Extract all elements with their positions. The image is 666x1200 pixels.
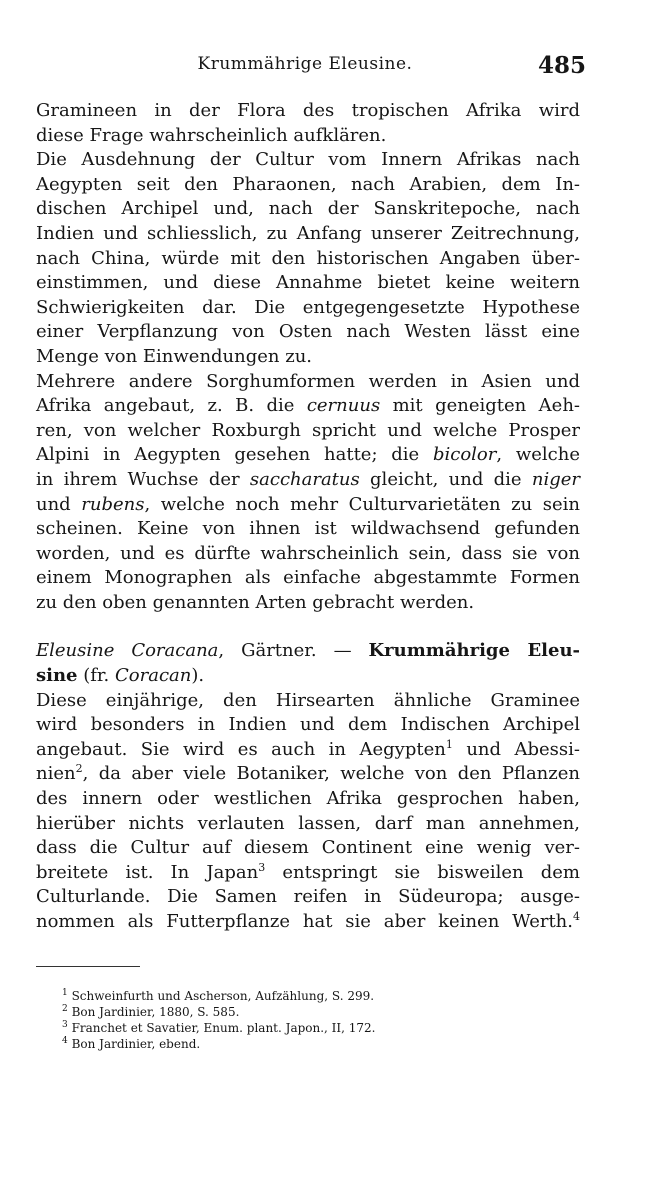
text-line: Aegypten seit den Pharaonen, nach Arabien, dem In- <box>36 173 580 195</box>
main-text <box>36 99 580 935</box>
text-line: Menge von Einwendungen zu. <box>36 345 313 367</box>
text-line: Schwierigkeiten dar. Die entgegengesetzte Hypothese <box>36 296 580 318</box>
footnote-mark: 1 <box>62 988 68 998</box>
text-line: Diese einjährige, den Hirsearten ähnliche Graminee <box>36 689 580 711</box>
text-line: nach China, würde mit den historischen Angaben über- <box>36 247 580 269</box>
text-line: ren, von welcher Roxburgh spricht und welche Prosper <box>36 419 580 441</box>
text-line: Indien und schliesslich, zu Anfang unserer Zeitrechnung, <box>36 222 580 244</box>
footnote-ref: 1 <box>445 737 453 751</box>
footnote-ref: 2 <box>75 762 83 776</box>
section-heading-line: sine (fr. Coracan). <box>36 665 205 687</box>
page-number: 485 <box>538 52 587 79</box>
text-line: nommen als Futterpflanze hat sie aber keinen Werth.$^4$ <box>36 910 580 932</box>
footnote: $^3$ Franchet et Savatier, Enum. plant. Japon., II, 172. <box>62 1020 376 1035</box>
text-line: Culturlande. Die Samen reifen in Südeuropa; ausge- <box>36 886 580 908</box>
text-line: nien$^2$, da aber viele Botaniker, welche von den Pflanzen <box>36 762 580 785</box>
text-line: einem Monographen als einfache abgestammte Formen <box>36 567 580 589</box>
footnote-mark: 2 <box>62 1004 68 1014</box>
footnote-divider <box>36 966 140 967</box>
text-line: hierüber nichts verlauten lassen, darf man annehmen, <box>36 812 580 834</box>
page-header <box>0 50 666 84</box>
footnote: $^4$ Bon Jardinier, ebend. <box>62 1036 201 1051</box>
text-line: Afrika angebaut, z. B. die cernuus mit geneigten Aeh- <box>36 395 581 417</box>
footnote-mark: 3 <box>62 1020 68 1030</box>
footnote-ref: 4 <box>573 910 580 923</box>
footnotes <box>62 988 532 1052</box>
text-line: Alpini in Aegypten gesehen hatte; die bicolor, welche <box>36 444 580 466</box>
text-line: diese Frage wahrscheinlich aufklären. <box>36 124 387 146</box>
running-title: Krummährige Eleusine. <box>197 54 413 74</box>
footnote-mark: 4 <box>62 1036 68 1046</box>
text-line: worden, und es dürfte wahrscheinlich sein, dass sie von <box>36 542 580 564</box>
footnote: $^2$ Bon Jardinier, 1880, S. 585. <box>62 1004 240 1019</box>
section-heading-line: Eleusine Coracana, Gärtner. — Krummährige Eleu- <box>36 640 581 662</box>
text-line: Die Ausdehnung der Cultur vom Innern Afrikas nach <box>36 149 580 171</box>
section-gap <box>36 615 580 639</box>
text-line: zu den oben genannten Arten gebracht werden. <box>36 591 475 613</box>
footnote: $^1$ Schweinfurth und Ascherson, Aufzählung, S. 299. <box>62 988 375 1003</box>
footnote-ref: 3 <box>258 860 266 874</box>
text-line: scheinen. Keine von ihnen ist wildwachsend gefunden <box>36 518 580 540</box>
text-line: Mehrere andere Sorghumformen werden in Asien und <box>36 370 580 392</box>
text-line: einer Verpflanzung von Osten nach Westen lässt eine <box>36 321 580 343</box>
text-line: breitete ist. In Japan$^3$ entspringt sie bisweilen dem <box>36 860 581 883</box>
text-line: des innern oder westlichen Afrika gesprochen haben, <box>36 788 580 810</box>
text-line: dass die Cultur auf diesem Continent eine wenig ver- <box>36 837 580 859</box>
text-line: Gramineen in der Flora des tropischen Afrika wird <box>36 100 580 121</box>
text-line: angebaut. Sie wird es auch in Aegypten$^1$ und Abessi- <box>36 737 580 760</box>
text-line: einstimmen, und diese Annahme bietet keine weitern <box>36 272 580 294</box>
text-line: dischen Archipel und, nach der Sanskritepoche, nach <box>36 198 580 220</box>
text-line: und rubens, welche noch mehr Culturvarietäten zu sein <box>36 493 580 515</box>
text-line: in ihrem Wuchse der saccharatus gleicht, und die niger <box>36 468 580 490</box>
text-line: wird besonders in Indien und dem Indischen Archipel <box>36 714 580 736</box>
